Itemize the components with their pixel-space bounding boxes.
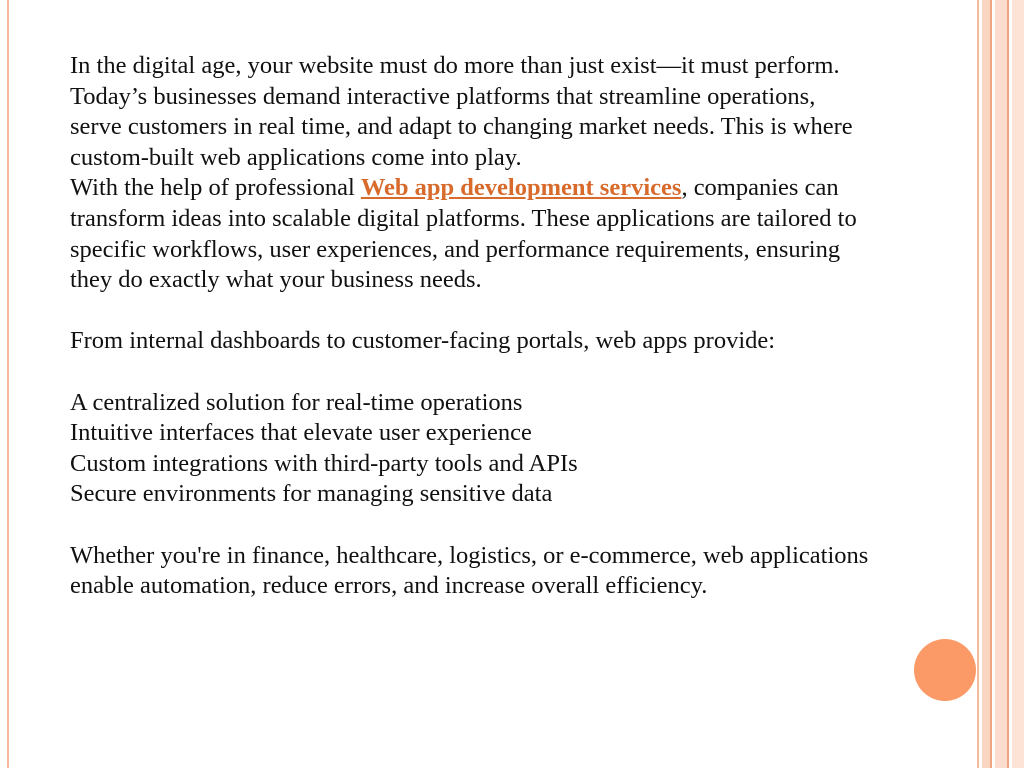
right-stripe	[977, 0, 979, 768]
right-stripe	[982, 0, 990, 768]
list-item: Custom integrations with third-party tools and APIs	[70, 449, 578, 477]
decorative-circle	[914, 639, 976, 701]
list-item: Intuitive interfaces that elevate user experience	[70, 419, 532, 447]
right-stripe	[1012, 0, 1024, 768]
list-item: Secure environments for managing sensitive data	[70, 480, 553, 508]
intro-paragraph: In the digital age, your website must do more than just exist—it must perform. Today’s businesses demand interactive platforms that streamline operations, serve customers in real time, and adapt to changing market needs. This is where custom-built web applications come into play.	[70, 52, 853, 171]
spacer	[70, 510, 870, 541]
closing-paragraph: Whether you're in finance, healthcare, logistics, or e-commerce, web applications enable automation, reduce errors, and increase overall efficiency.	[70, 541, 869, 600]
provide-paragraph: From internal dashboards to customer-facing portals, web apps provide:	[70, 327, 776, 355]
right-stripe	[990, 0, 992, 768]
slide-body	[70, 51, 870, 602]
web-app-services-link[interactable]: Web app development services	[360, 174, 682, 202]
spacer	[70, 296, 870, 327]
spacer	[70, 357, 870, 388]
services-text-after: , companies can transform ideas into scalable digital platforms. These applications are tailored to specific workflows, user experiences, and performance requirements, ensuring they do exactly what your business needs.	[70, 174, 857, 294]
services-paragraph	[70, 173, 870, 295]
services-text-before: With the help of professional	[70, 174, 361, 202]
right-stripe	[995, 0, 1007, 768]
left-border	[0, 0, 9, 768]
right-stripe	[1007, 0, 1009, 768]
list-item: A centralized solution for real-time operations	[70, 388, 523, 416]
